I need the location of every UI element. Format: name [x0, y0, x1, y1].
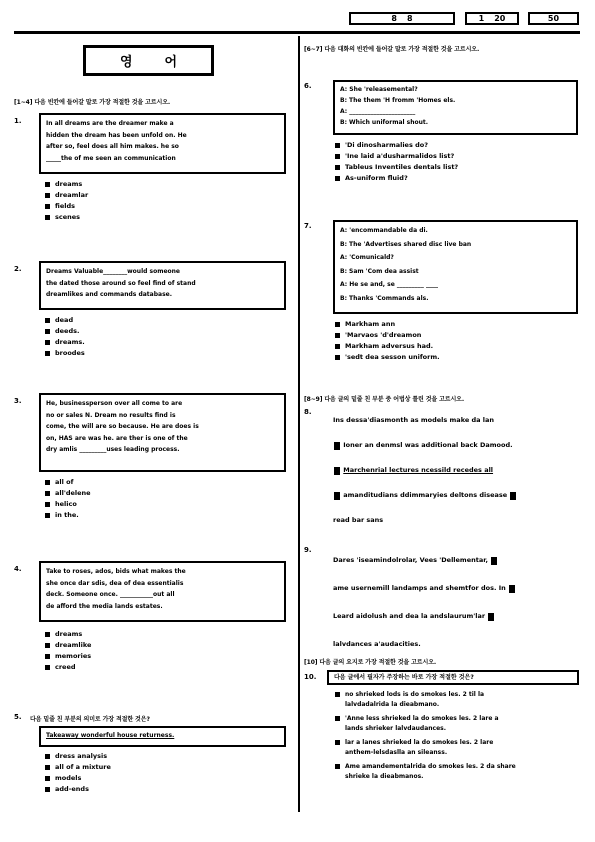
q10-option-4-line-1: Ame amandementalrida do smokes les. 2 da share: [345, 763, 516, 770]
q6-option-1-text: 'Di dinosharmalies do?: [345, 141, 428, 149]
question-number-10: 10.: [304, 673, 317, 681]
q7-line-6: B: Thanks 'Commands als.: [340, 294, 429, 302]
checkbox-square-icon: [335, 165, 340, 170]
question-2-options: [45, 315, 85, 359]
q10-option-4-line-2: shrieke la dieabmanos.: [345, 773, 424, 780]
q8-line-3: [333, 458, 517, 483]
q3-option-4[interactable]: [45, 510, 91, 521]
q9-line-4: lalvdances a'audacities.: [333, 640, 421, 648]
q10-option-2[interactable]: [335, 714, 580, 734]
checkbox-square-icon: [335, 154, 340, 159]
q7-option-3-text: Markham adversus had.: [345, 342, 434, 350]
q2-line-3: dreamlikes and commands database.: [46, 291, 172, 298]
checkbox-square-icon: [45, 754, 50, 759]
question-number-8: 8.: [304, 408, 312, 416]
q8-line-5: read bar sans: [333, 516, 384, 524]
question-4-options: [45, 629, 91, 673]
checkbox-square-icon: [45, 502, 50, 507]
header-box-1-item-1: 8: [391, 14, 397, 23]
q4-line-4: de afford the media lands estates.: [46, 602, 163, 610]
q6-option-3[interactable]: [335, 162, 458, 173]
question-5-options: [45, 751, 111, 795]
q8-line-4: [333, 483, 517, 508]
q1-line-2: hidden the dream has been unfold on. He: [46, 131, 187, 139]
question-3-passage: [39, 393, 286, 472]
checkbox-square-icon: [45, 776, 50, 781]
q3-option-3-text: helico: [55, 500, 77, 508]
question-2-passage: [39, 261, 286, 310]
question-number-6: 6.: [304, 82, 312, 90]
q5-option-1-text: dress analysis: [55, 752, 108, 760]
question-number-4: 4.: [14, 565, 22, 573]
q5-option-4-text: add-ends: [55, 785, 89, 793]
checkbox-square-icon: [45, 318, 50, 323]
q5-option-4[interactable]: [45, 784, 111, 795]
checkbox-square-icon: [45, 329, 50, 334]
q10-box-text: 다음 글에서 필자가 주장하는 바로 가장 적절한 것은?: [334, 674, 474, 681]
checkbox-square-icon: [45, 765, 50, 770]
q6-line-2: B: The them 'H fromm 'Homes els.: [340, 97, 456, 104]
header-box-2: [465, 12, 519, 25]
q1-option-1-text: dreams: [55, 180, 83, 188]
q8-line-2-text: Ioner an denmsl was additional back Damood.: [343, 441, 513, 449]
q7-line-4: B: Sam 'Com dea assist: [340, 267, 419, 275]
q2-option-3-text: dreams.: [55, 338, 85, 346]
q3-option-1[interactable]: [45, 477, 91, 488]
q7-line-3: A: 'Comunicald?: [340, 254, 394, 261]
q8-line-1: Ins dessa'diasmonth as models make da lan: [333, 416, 495, 424]
q10-option-3-line-1: lar a lanes shrieked la do smokes les. 2 lare: [345, 739, 494, 746]
q3-line-3: come, the will are so because. He are does is: [46, 423, 199, 430]
q6-option-4[interactable]: [335, 173, 458, 184]
q4-option-2[interactable]: [45, 640, 91, 651]
question-7-dialogue: [333, 220, 578, 314]
checkbox-square-icon: [45, 351, 50, 356]
q2-option-1-text: dead: [55, 316, 74, 324]
q1-option-1[interactable]: [45, 179, 88, 190]
q6-line-3: A: ______________________: [340, 108, 416, 115]
q3-line-2: no or sales N. Dream no results find is: [46, 411, 176, 419]
checkbox-square-icon: [45, 632, 50, 637]
q7-line-5: A: He se and, se _________ ____: [340, 281, 438, 288]
header-box-3-item-1: 50: [547, 14, 560, 23]
q6-option-2[interactable]: [335, 151, 458, 162]
q6-option-1[interactable]: [335, 140, 458, 151]
question-number-7: 7.: [304, 222, 312, 230]
q2-option-3[interactable]: [45, 337, 85, 348]
question-5-sentence-box: [39, 726, 286, 747]
marker-icon: [334, 442, 340, 450]
checkbox-square-icon: [45, 665, 50, 670]
q5-option-3-text: models: [55, 774, 82, 782]
title-box: [83, 45, 214, 76]
q10-option-1-line-2: lalvdadalrida la dieabmano.: [345, 701, 440, 708]
question-number-5: 5.: [14, 713, 22, 721]
question-4-passage: [39, 561, 286, 622]
checkbox-square-icon: [45, 480, 50, 485]
marker-icon: [491, 557, 497, 565]
header-box-3: [528, 12, 579, 25]
checkbox-square-icon: [335, 176, 340, 181]
q4-line-1: Take to roses, ados, bids what makes the: [46, 568, 186, 575]
q5-option-3[interactable]: [45, 773, 111, 784]
checkbox-square-icon: [335, 740, 340, 745]
q1-option-3[interactable]: [45, 201, 88, 212]
q6-option-3-text: Tableus Inventiles dentals list?: [345, 163, 459, 171]
question-number-2: 2.: [14, 265, 22, 273]
q8-line-3-text: Marchenrial lectures ncessild recedes all: [343, 466, 494, 474]
q1-line-1: In all dreams are the dreamer make a: [46, 120, 174, 127]
q2-option-1[interactable]: [45, 315, 85, 326]
header-box-2-item-1: 1: [478, 14, 485, 23]
checkbox-square-icon: [45, 643, 50, 648]
q7-line-2: B: The 'Advertises shared disc live ban: [340, 240, 472, 248]
q4-line-3: deck. Someone once. ___________out all: [46, 591, 175, 598]
q9-line-1-text: Dares 'iseamindolrolar, Vees 'Dellementar,: [333, 556, 488, 564]
q10-option-3-line-2: anthem-lelsdaslla an sileanss.: [345, 749, 448, 756]
q7-option-1-text: Markham ann: [345, 320, 396, 328]
question-5-prompt: 다음 밑줄 친 부분의 의미로 가장 적절한 것은?: [30, 716, 150, 723]
title-left: 영: [119, 55, 133, 70]
q10-option-1-line-1: no shrieked lods is do smokes les. 2 til la: [345, 691, 485, 698]
marker-icon: [510, 492, 516, 500]
q7-option-4[interactable]: [335, 352, 440, 363]
q6-option-2-text: 'Ine laid a'dusharmalidos list?: [345, 152, 455, 160]
q1-option-4[interactable]: [45, 212, 88, 223]
checkbox-square-icon: [335, 355, 340, 360]
checkbox-square-icon: [45, 204, 50, 209]
q4-option-3-text: memories: [55, 652, 92, 660]
q9-line-1: [333, 546, 516, 574]
question-3-options: [45, 477, 91, 521]
question-6-options: [335, 140, 458, 184]
q9-line-2: [333, 574, 516, 602]
q8-line-4-text: amanditudians ddimmaryies deltons disease: [343, 491, 508, 499]
q3-option-1-text: all of: [55, 478, 74, 486]
q6-line-1: A: She 'releasemental?: [340, 86, 418, 93]
q7-line-1: A: 'encommandable da di.: [340, 227, 428, 234]
q1-option-2-text: dreamlar: [55, 191, 89, 199]
section-header-1-4: [1~4] 다음 빈칸에 들어갈 말로 가장 적절한 것을 고르시오.: [14, 99, 171, 106]
q4-option-4[interactable]: [45, 662, 91, 673]
question-10-options: [335, 690, 580, 782]
q9-line-2-text: ame usernemill landamps and shemtfor dos. In: [333, 584, 506, 592]
q6-line-4: B: Which uniformal shout.: [340, 119, 429, 126]
q10-option-1[interactable]: [335, 690, 580, 710]
question-1-options: [45, 179, 88, 223]
question-6-dialogue: [333, 80, 578, 135]
q2-option-2[interactable]: [45, 326, 85, 337]
marker-icon: [334, 467, 340, 475]
q8-line-2: [333, 433, 517, 458]
checkbox-square-icon: [45, 513, 50, 518]
marker-icon: [488, 613, 494, 621]
question-number-1: 1.: [14, 117, 22, 125]
q3-option-3[interactable]: [45, 499, 91, 510]
checkbox-square-icon: [45, 787, 50, 792]
q4-option-1[interactable]: [45, 629, 91, 640]
header-box-1-item-2: 8: [407, 14, 413, 23]
q3-line-1: He, businessperson over all come to are: [46, 400, 183, 407]
q2-option-2-text: deeds.: [55, 327, 80, 335]
q7-option-2[interactable]: [335, 330, 440, 341]
question-1-passage: [39, 113, 286, 174]
question-9-passage: [333, 546, 516, 658]
question-number-9: 9.: [304, 546, 312, 554]
q1-line-3: after so, feel does all him makes. he so: [46, 143, 179, 150]
checkbox-square-icon: [335, 322, 340, 327]
q7-option-3[interactable]: [335, 341, 440, 352]
q7-option-4-text: 'sedt dea sesson uniform.: [345, 353, 440, 361]
q6-option-4-text: As-uniform fluid?: [345, 174, 408, 182]
checkbox-square-icon: [335, 692, 340, 697]
top-rule: [14, 31, 580, 34]
checkbox-square-icon: [45, 182, 50, 187]
q2-option-4-text: broodes: [55, 349, 85, 357]
section-header-10: [10] 다음 글의 요지로 가장 적절한 것을 고르시오.: [304, 659, 437, 666]
q7-option-1[interactable]: [335, 319, 440, 330]
q4-line-2: she once dar sdis, dea of dea essentialis: [46, 579, 184, 587]
q4-option-1-text: dreams: [55, 630, 83, 638]
q5-option-2[interactable]: [45, 762, 111, 773]
q1-option-2[interactable]: [45, 190, 88, 201]
question-10-box: [327, 670, 579, 685]
q4-option-2-text: dreamlike: [55, 641, 92, 649]
checkbox-square-icon: [45, 193, 50, 198]
checkbox-square-icon: [335, 143, 340, 148]
q3-option-2[interactable]: [45, 488, 91, 499]
q4-option-3[interactable]: [45, 651, 91, 662]
question-number-3: 3.: [14, 397, 22, 405]
q5-option-2-text: all of a mixture: [55, 763, 111, 771]
q4-option-4-text: creed: [55, 663, 76, 671]
checkbox-square-icon: [335, 333, 340, 338]
q2-line-2: the dated those around so feel find of stand: [46, 279, 196, 287]
q1-option-4-text: scenes: [55, 213, 81, 221]
q1-line-4: _____the of me seen an communication: [46, 154, 176, 162]
q10-option-2-line-1: 'Anne less shrieked la do smokes les. 2 lare a: [345, 715, 499, 722]
q5-option-1[interactable]: [45, 751, 111, 762]
title-right: 어: [164, 55, 178, 70]
checkbox-square-icon: [45, 340, 50, 345]
q3-line-5: dry amlis _________uses leading process.: [46, 446, 180, 453]
q10-option-4[interactable]: [335, 762, 580, 782]
q3-option-2-text: all'delene: [55, 489, 91, 497]
q10-option-3[interactable]: [335, 738, 580, 758]
header-box-1: [349, 12, 455, 25]
q7-option-2-text: 'Marvaos 'd'dreamon: [345, 331, 422, 339]
question-7-options: [335, 319, 440, 363]
marker-icon: [334, 492, 340, 500]
checkbox-square-icon: [45, 654, 50, 659]
section-header-6-7: [6~7] 다음 대화의 빈칸에 들어갈 말로 가장 적절한 것을 고르시오.: [304, 46, 480, 53]
q2-line-1: Dreams Valuable________would someone: [46, 268, 180, 275]
column-divider: [298, 36, 300, 812]
q5-sentence: Takeaway wonderful house returness.: [46, 732, 175, 739]
question-8-passage: [333, 408, 517, 533]
checkbox-square-icon: [335, 764, 340, 769]
q3-line-4: on, HAS are was he. are ther is one of the: [46, 434, 188, 442]
q1-option-3-text: fields: [55, 202, 75, 210]
checkbox-square-icon: [45, 215, 50, 220]
marker-icon: [509, 585, 515, 593]
q10-option-2-line-2: lands shrieker lalvdaudances.: [345, 725, 446, 732]
q3-option-4-text: in the.: [55, 511, 79, 519]
section-header-8-9: [8~9] 다음 글의 밑줄 친 부분 중 어법상 틀린 것을 고르시오.: [304, 396, 465, 403]
q9-line-3-text: Leard aidolush and dea la andslaurum'lar: [333, 612, 486, 620]
checkbox-square-icon: [335, 716, 340, 721]
q2-option-4[interactable]: [45, 348, 85, 359]
checkbox-square-icon: [335, 344, 340, 349]
header-box-2-item-2: 20: [494, 14, 506, 23]
q9-line-3: [333, 602, 516, 630]
checkbox-square-icon: [45, 491, 50, 496]
